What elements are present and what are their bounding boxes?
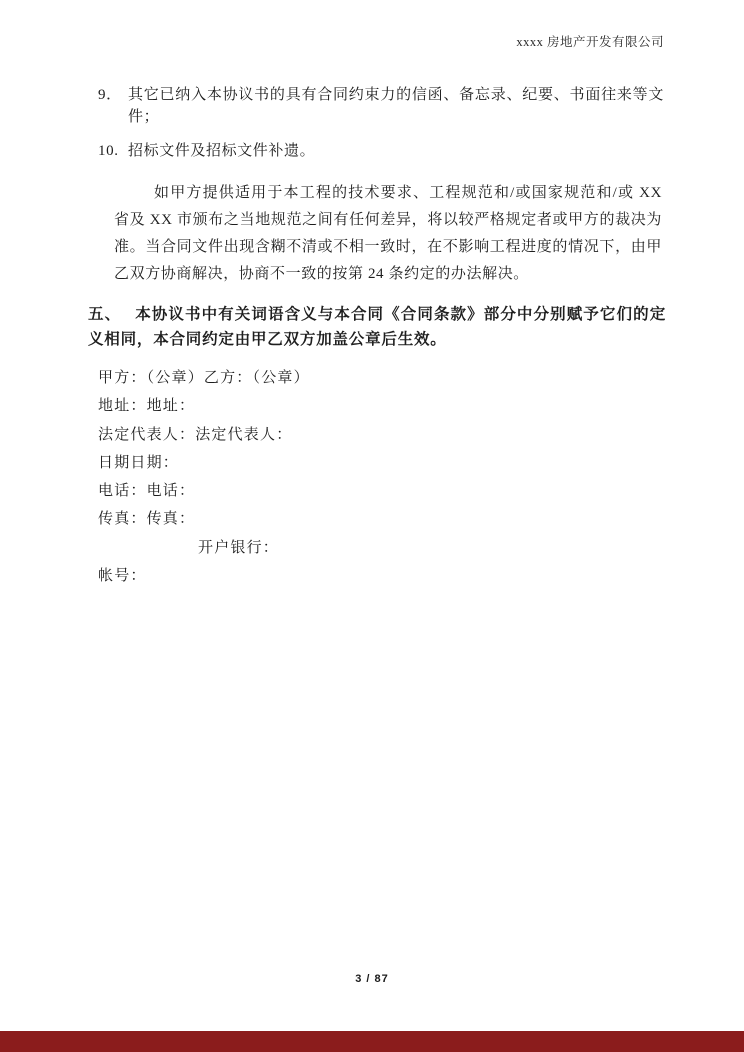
page-number: 3 / 87 — [355, 973, 389, 985]
clause-number: 9． — [98, 87, 122, 103]
signature-line-legal-rep: 法定代表人：法定代表人： — [98, 426, 293, 443]
signature-line-parties: 甲方：（公章）乙方：（公章） — [98, 370, 310, 386]
clause-paragraph: 如甲方提供适用于本工程的技术要求、工程规范和/或国家规范和/或 XX 省及 XX 市颁布之当地规范之间有任何差异，将以较严格规定者或甲方的裁决为准。当合同文件出现含糊不清或不相一致时，在不影响工程进度的情况下，由甲乙双方协商解决，协商不一致的按第 24 条约定的办法解决。 — [114, 185, 662, 282]
clause-text: 招标文件及招标文件补遗。 — [128, 143, 316, 159]
clause-list-item — [98, 140, 664, 162]
clause-number: 10. — [98, 143, 119, 159]
clause-text: 其它已纳入本协议书的具有合同约束力的信函、备忘录、纪要、书面往来等文件； — [128, 87, 664, 125]
section-number: 五、 — [88, 306, 122, 323]
footer-accent-bar — [0, 1031, 744, 1052]
signature-line-fax: 传真：传真： — [98, 511, 196, 528]
signature-line-bank: 开户银行： — [198, 539, 280, 556]
clause-list-item — [98, 84, 664, 128]
company-header: xxxx 房地产开发有限公司 — [516, 35, 664, 49]
signature-block — [98, 364, 664, 590]
signature-line-date: 日期日期： — [98, 454, 180, 471]
signature-line-address: 地址：地址： — [98, 398, 196, 415]
section-five-heading — [88, 302, 666, 352]
document-content — [88, 84, 666, 590]
section-text: 本协议书中有关词语含义与本合同《合同条款》部分中分别赋予它们的定义相同，本合同约定由甲乙双方加盖公章后生效。 — [88, 306, 666, 348]
signature-line-phone: 电话：电话： — [98, 483, 196, 500]
signature-line-account: 帐号： — [98, 568, 147, 585]
